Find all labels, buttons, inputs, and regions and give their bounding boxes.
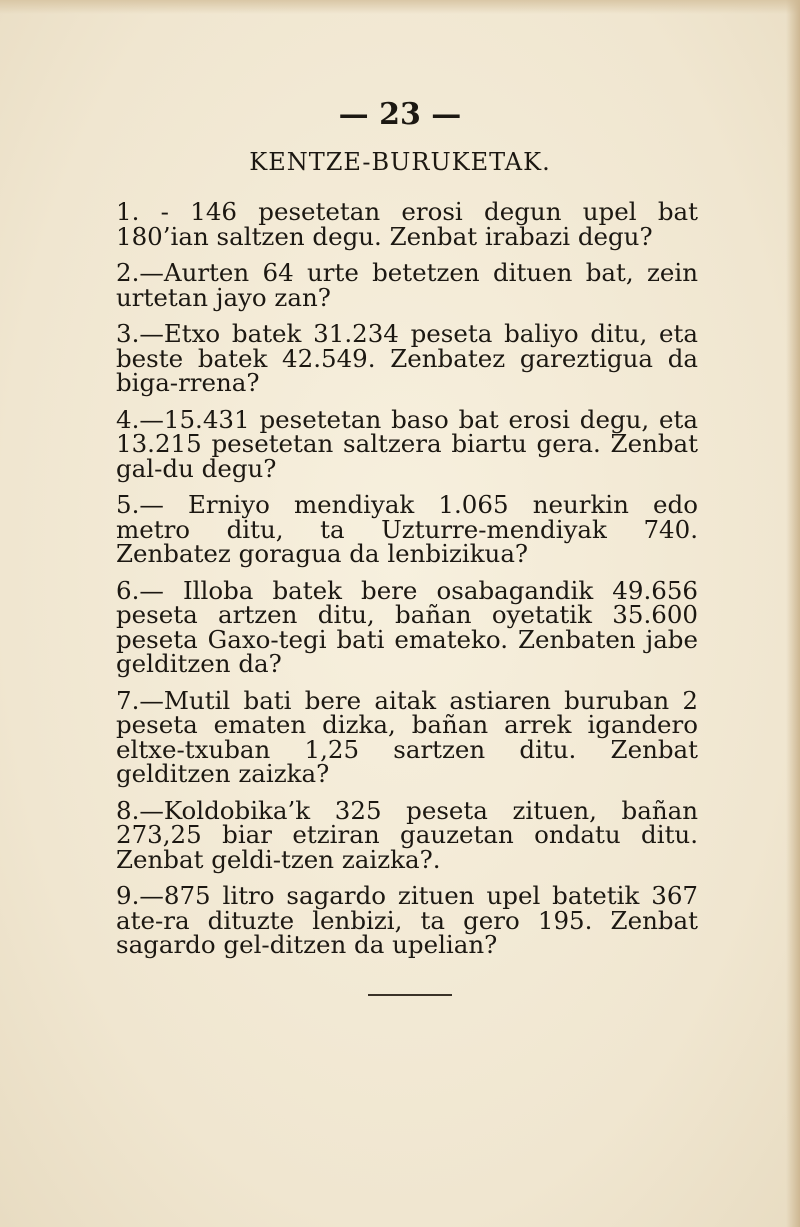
problem-list — [116, 197, 698, 970]
section-title: KENTZE-BURUKETAK. — [249, 148, 551, 176]
section-separator — [368, 994, 452, 996]
problem-4: 4.—15.431 pesetetan baso bat erosi degu, eta 13.215 pesetetan saltzera biartu gera. Zenbat gal-du degu? — [116, 404, 698, 483]
page-number: — 23 — — [338, 97, 462, 132]
problem-9: 9.—875 litro sagardo zituen upel batetik 367 ate-ra dituzte lenbizi, ta gero 195. Zenbat sagardo gel-ditzen da upelian? — [116, 881, 698, 959]
problem-6: 6.— Illoba batek bere osabagandik 49.656 peseta artzen ditu, bañan oyetatik 35.600 peseta Gaxo-tegi bati emateko. Zenbaten jabe gelditzen da? — [116, 575, 698, 678]
page-edge-right — [786, 0, 800, 1227]
problem-8: 8.—Koldobika’k 325 peseta zituen, bañan 273,25 biar etziran gauzetan ondatu ditu. Zenbat geldi-tzen zaizka?. — [116, 795, 698, 874]
problem-5: 5.— Erniyo mendiyak 1.065 neurkin edo metro ditu, ta Uzturre-mendiyak 740. Zenbatez goragua da lenbizikua? — [116, 490, 698, 568]
problem-1: 1. - 146 pesetetan erosi degun upel bat 180’ian saltzen degu. Zenbat irabazi degu? — [116, 197, 698, 251]
page-edge-top — [0, 0, 800, 14]
problem-7: 7.—Mutil bati bere aitak astiaren buruban 2 peseta ematen dizka, bañan arrek igandero eltxe-txuban 1,25 sartzen ditu. Zenbat gelditzen zaizka? — [116, 685, 698, 788]
problem-3: 3.—Etxo batek 31.234 peseta baliyo ditu, eta beste batek 42.549. Zenbatez gareztigua da biga-rrena? — [116, 319, 698, 397]
problem-2: 2.—Aurten 64 urte betetzen dituen bat, zein urtetan jayo zan? — [116, 258, 698, 312]
